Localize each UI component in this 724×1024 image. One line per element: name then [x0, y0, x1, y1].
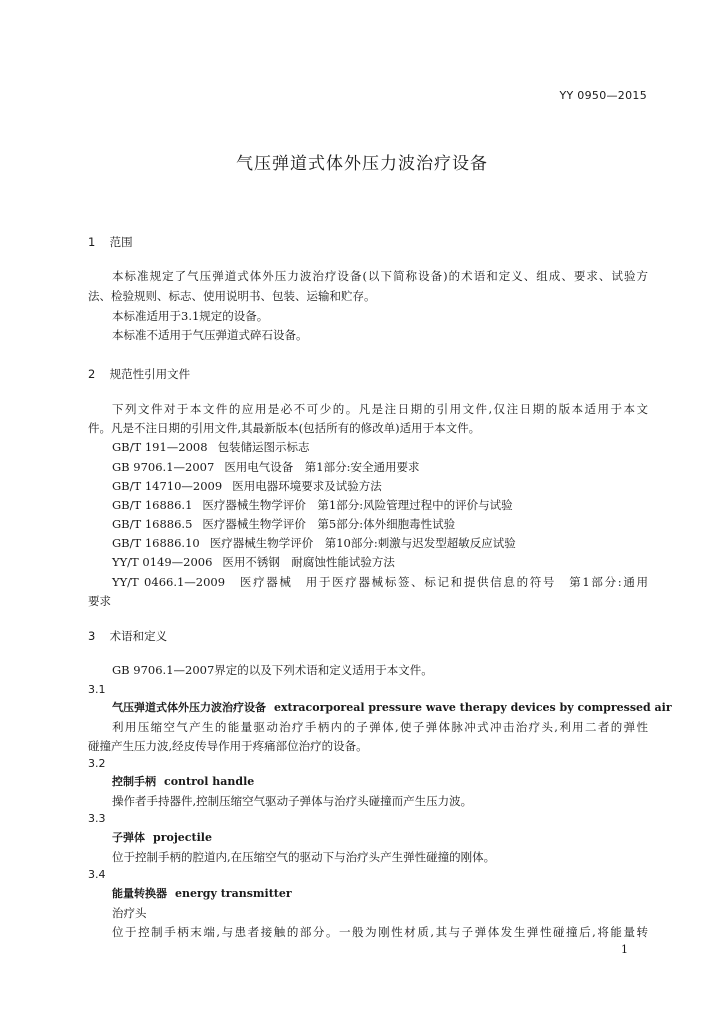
- reference-item: [112, 439, 648, 455]
- reference-title: 包装储运图示标志: [217, 440, 310, 454]
- term-definition-line: 碰撞产生压力波,经皮传导作用于疼痛部位治疗的设备。: [88, 739, 368, 753]
- page-number: 1: [621, 943, 628, 956]
- reference-code: GB/T 16886.1: [112, 498, 193, 512]
- term-definition-line: 操作者手持器件,控制压缩空气驱动子弹体与治疗头碰撞而产生压力波。: [112, 794, 473, 808]
- scope-para-1-line-2: 法、检验规则、标志、使用说明书、包装、运输和贮存。: [88, 289, 376, 303]
- term-zh: 控制手柄: [112, 775, 156, 788]
- reference-code: YY/T 0149—2006: [112, 555, 213, 569]
- term-zh: 子弹体: [112, 831, 145, 844]
- document-title: 气压弹道式体外压力波治疗设备: [236, 154, 488, 174]
- reference-title: 医用不锈钢 耐腐蚀性能试验方法: [222, 555, 395, 569]
- term-heading: [112, 886, 648, 902]
- section-title: 术语和定义: [109, 629, 168, 643]
- scope-para-3: 本标准不适用于气压弹道式碎石设备。: [112, 328, 308, 342]
- reference-code: GB/T 191—2008: [112, 440, 208, 454]
- section-number: 1: [88, 235, 96, 249]
- term-en: control handle: [164, 775, 255, 788]
- section-2-heading: [88, 366, 190, 382]
- reference-item: [112, 535, 648, 551]
- term-number: 3.4: [88, 868, 106, 881]
- term-en: projectile: [153, 831, 212, 844]
- reference-code: GB/T 16886.10: [112, 536, 200, 550]
- term-definition-line: 位于控制手柄的腔道内,在压缩空气的驱动下与治疗头产生弹性碰撞的刚体。: [112, 850, 496, 864]
- scope-para-1-line-1: 本标准规定了气压弹道式体外压力波治疗设备(以下简称设备)的术语和定义、组成、要求、试验方: [112, 269, 648, 283]
- term-heading: [112, 700, 672, 716]
- term-number: 3.2: [88, 757, 106, 770]
- reference-item: [112, 516, 648, 532]
- term-heading: [112, 774, 648, 790]
- term-en: energy transmitter: [175, 887, 292, 900]
- standard-code: YY 0950—2015: [559, 89, 647, 102]
- references-intro-line-1: 下列文件对于本文件的应用是必不可少的。凡是注日期的引用文件,仅注日期的版本适用于本文: [112, 402, 648, 416]
- term-zh: 气压弹道式体外压力波治疗设备: [112, 701, 266, 714]
- section-title: 规范性引用文件: [109, 367, 191, 381]
- term-zh: 能量转换器: [112, 887, 167, 900]
- term-number: 3.3: [88, 812, 106, 825]
- reference-item-last-line-1: YY/T 0466.1—2009 医疗器械 用于医疗器械标签、标记和提供信息的符号 第1部分:通用: [112, 575, 648, 589]
- reference-title: 医疗器械生物学评价 第10部分:刺激与迟发型超敏反应试验: [209, 536, 516, 550]
- term-heading: [112, 830, 648, 846]
- reference-code: GB 9706.1—2007: [112, 460, 215, 474]
- reference-item: [112, 459, 648, 475]
- term-en: extracorporeal pressure wave therapy devices by compressed air: [274, 701, 672, 714]
- scope-para-2: 本标准适用于3.1规定的设备。: [112, 309, 269, 323]
- reference-code: GB/T 16886.5: [112, 517, 193, 531]
- section-title: 范围: [109, 235, 133, 249]
- reference-item: [112, 478, 648, 494]
- term-alternative: 治疗头: [112, 906, 147, 920]
- terms-intro: GB 9706.1—2007界定的以及下列术语和定义适用于本文件。: [112, 663, 433, 677]
- reference-title: 医疗器械生物学评价 第1部分:风险管理过程中的评价与试验: [202, 498, 513, 512]
- reference-item: [112, 554, 648, 570]
- reference-code: GB/T 14710—2009: [112, 479, 223, 493]
- reference-title: 医用电器环境要求及试验方法: [232, 479, 382, 493]
- section-3-heading: [88, 628, 167, 644]
- term-number: 3.1: [88, 683, 106, 696]
- section-1-heading: [88, 234, 133, 250]
- references-intro-line-2: 件。凡是不注日期的引用文件,其最新版本(包括所有的修改单)适用于本文件。: [88, 421, 481, 435]
- term-definition-line: 位于控制手柄末端,与患者接触的部分。一般为刚性材质,其与子弹体发生弹性碰撞后,将能量转: [112, 925, 648, 939]
- section-number: 3: [88, 629, 96, 643]
- term-definition-line: 利用压缩空气产生的能量驱动治疗手柄内的子弹体,使子弹体脉冲式冲击治疗头,利用二者的弹性: [112, 720, 648, 734]
- section-number: 2: [88, 367, 96, 381]
- reference-title: 医用电气设备 第1部分:安全通用要求: [224, 460, 420, 474]
- reference-title: 医疗器械生物学评价 第5部分:体外细胞毒性试验: [202, 517, 456, 531]
- reference-item-last-line-2: 要求: [88, 594, 111, 608]
- reference-item: [112, 497, 648, 513]
